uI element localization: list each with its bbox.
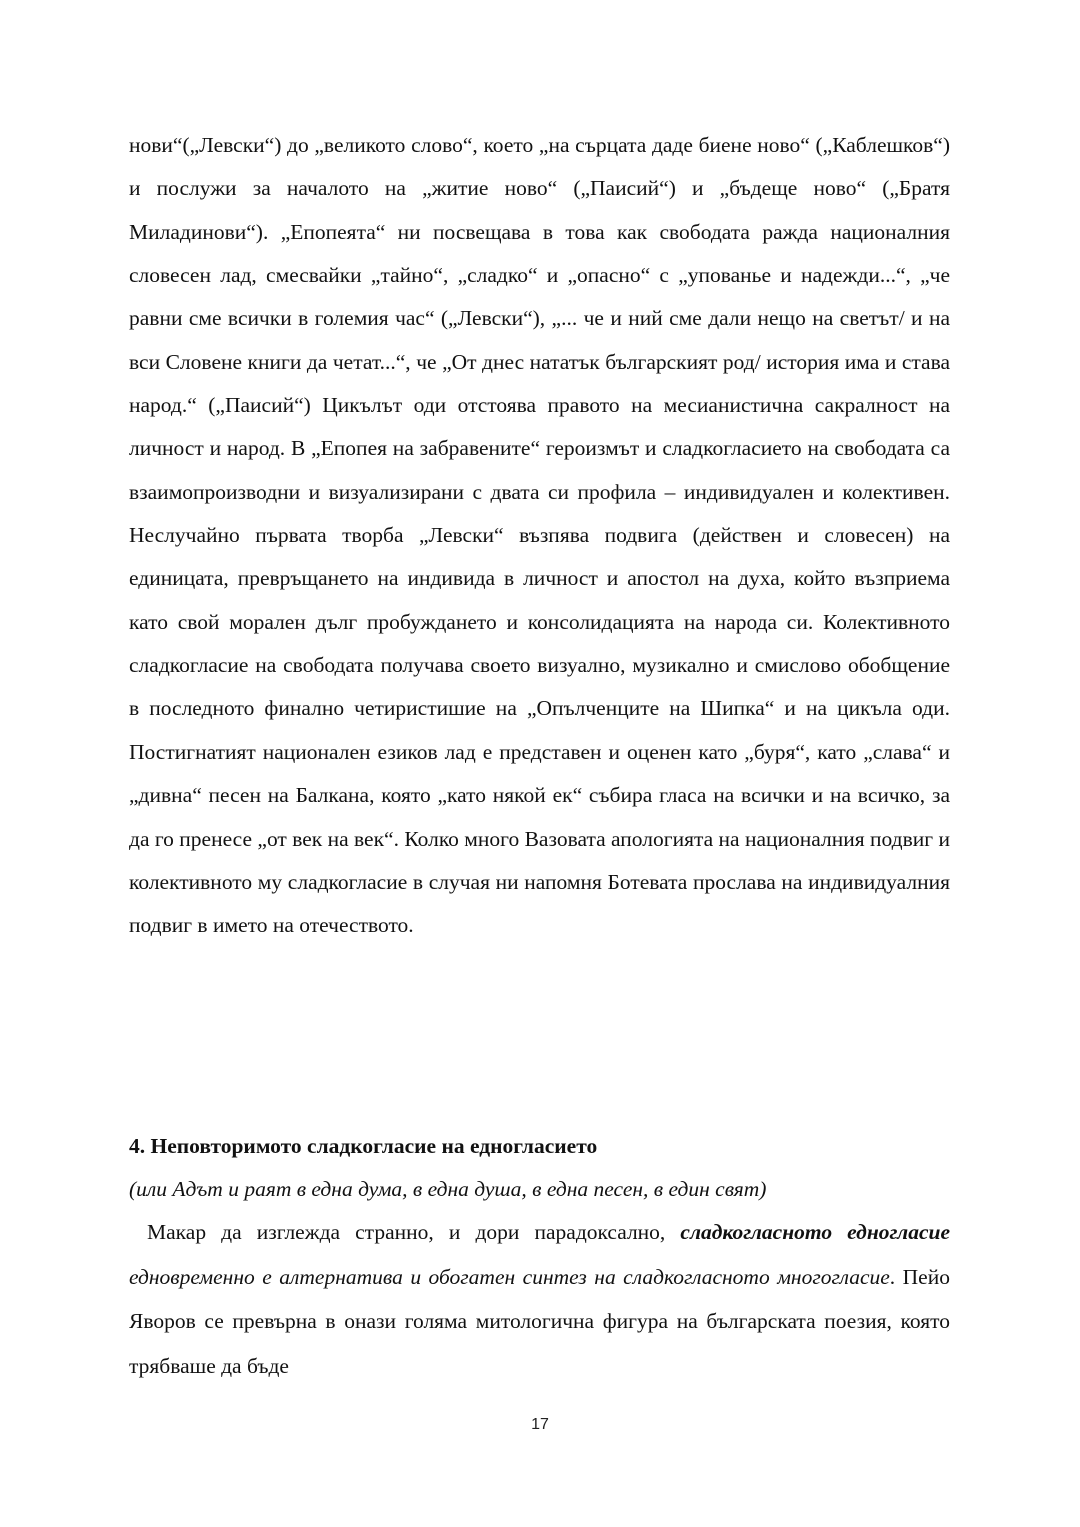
page-number: 17 xyxy=(531,1416,549,1433)
body-paragraph: нови“(„Левски“) до „великото слово“, което „на сърцата даде биене ново“ („Каблешков“) и послужи за началото на „житие ново“ („Паисий“) и „бъдеще ново“ („Братя Миладинови“). „Епопеята“ ни посвещава в това как свободата ражда националния словесен лад, смесвайки „тайно“, „сладко“ и „опасно“ с „упованье и надежди...“, „че равни сме всички в големия час“ („Левски“), „... че и ний сме дали нещо на светът/ и на вси Словене книги да четат...“, че „От днес нататък българският род/ история има и става народ.“ („Паисий“) Цикълът оди отстоява правото на месианистична сакралност на личност и народ. В „Епопея на забравените“ героизмът и сладкогласието на свободата са взаимопроизводни и визуализирани с двата си профила – индивидуален и колективен. Неслучайно първата творба „Левски“ възпява подвига (действен и словесен) на единицата, превръщането на индивида в личност и апостол на духа, който възприема като свой морален дълг пробуждането и консолидацията на народа си. Колективното сладкогласие на свободата получава своето визуално, музикално и смислово обобщение в последното финално четиристишие на „Опълченците на Шипка“ и на цикъла оди. Постигнатият национален езиков лад е представен и оценен като „буря“, като „слава“ и „дивна“ песен на Балкана, която „като някой ек“ събира гласа на всички и на всичко, за да го пренесе „от век на век“. Колко много Вазовата апологията на националния подвиг и колективното му сладкогласие в случая ни напомня Ботевата прослава на индивидуалния подвиг в името на отечеството. xyxy=(129,133,950,938)
paragraph-2-emphasis-term: сладкогласното едногласие xyxy=(680,1220,951,1244)
paragraph-2-text-continued: . Пейо Яворов се превърна в онази голяма митологична фигура на българската поезия, която трябваше да бъде xyxy=(129,1264,950,1378)
paragraph-2-text-plain: Макар да изглежда странно, и дори парадоксално, xyxy=(147,1220,681,1244)
paragraph-2-italic-text: едновременно е алтернатива и обогатен синтез на сладкогласното многогласие xyxy=(129,1264,890,1289)
body-paragraph-2 xyxy=(129,1210,950,1388)
section-subtitle: (или Адът и раят в една дума, в една душа, в една песен, в един свят) xyxy=(129,1177,767,1201)
section-heading: 4. Неповторимото сладкогласие на едногласието xyxy=(129,1134,598,1158)
